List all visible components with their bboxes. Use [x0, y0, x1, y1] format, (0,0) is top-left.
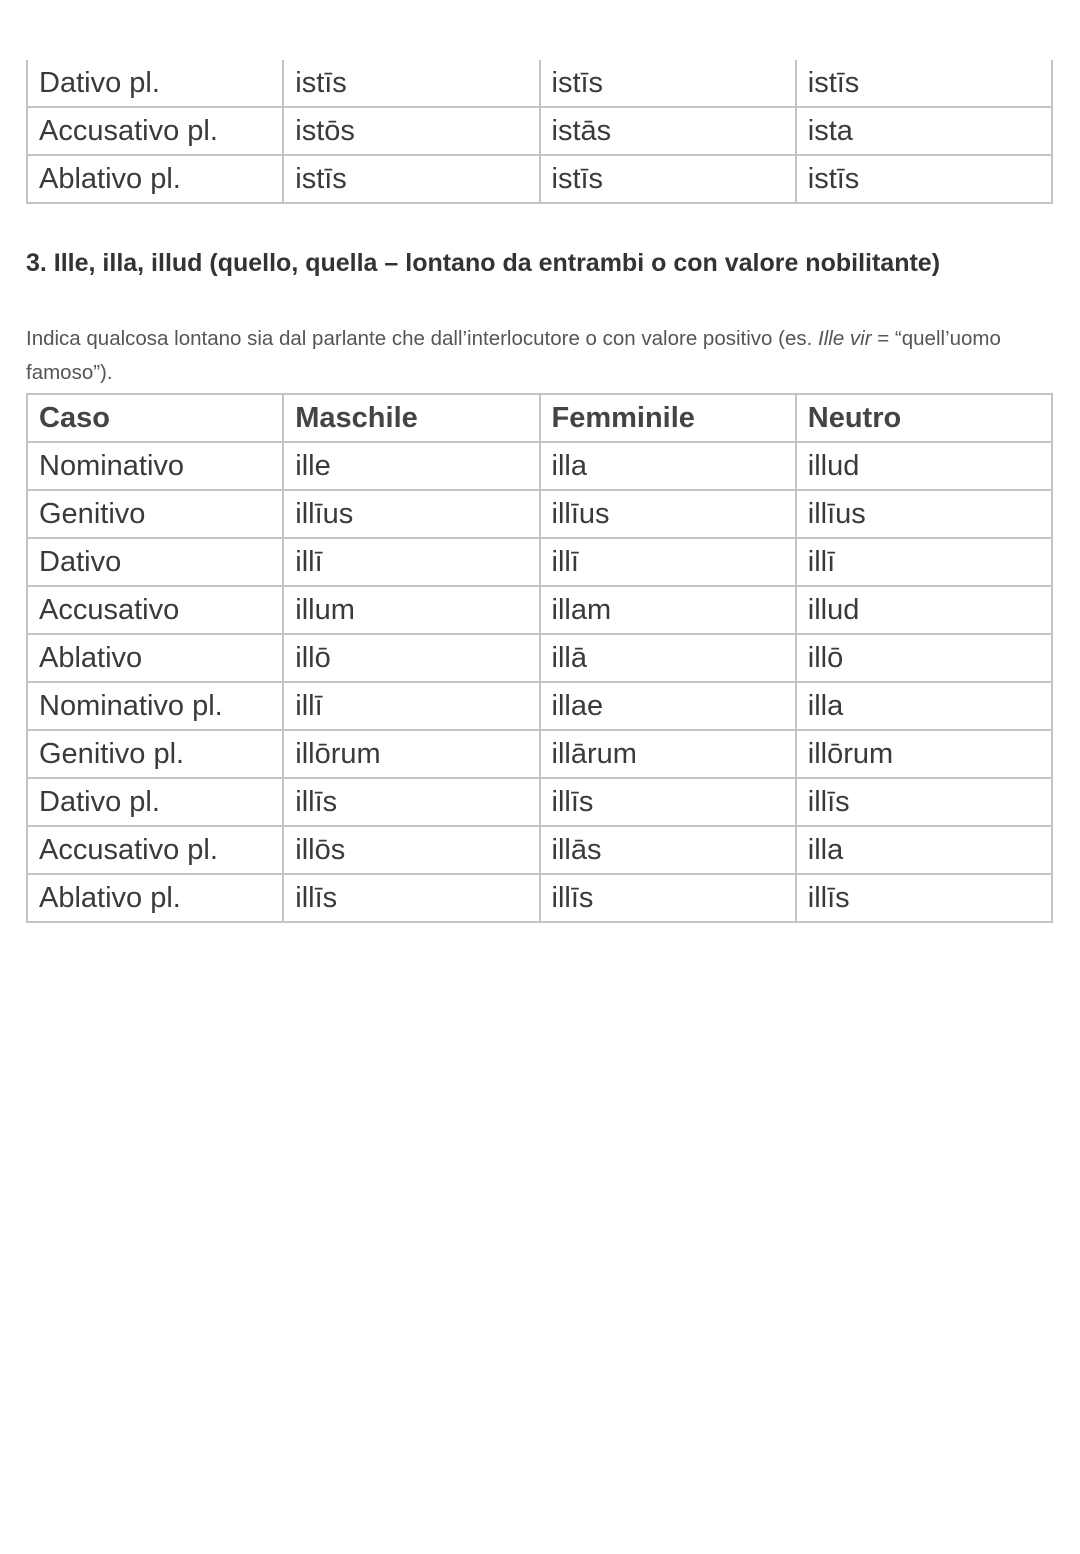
form-cell: illīs: [283, 778, 539, 826]
form-cell: illī: [283, 682, 539, 730]
form-cell: ille: [283, 442, 539, 490]
case-cell: Accusativo pl.: [27, 107, 283, 155]
form-cell: illōrum: [796, 730, 1052, 778]
iste-declension-table-continued: [26, 60, 1053, 204]
table-row: [27, 442, 1052, 490]
form-cell: illās: [540, 826, 796, 874]
form-cell: illum: [283, 586, 539, 634]
table-header-row: [27, 394, 1052, 442]
section-heading: 3. Ille, illa, illud (quello, quella – lontano da entrambi o con valore nobilitante): [26, 249, 941, 277]
form-cell: istīs: [540, 155, 796, 203]
form-cell: illō: [796, 634, 1052, 682]
case-cell: Dativo pl.: [27, 60, 283, 107]
form-cell: illī: [796, 538, 1052, 586]
case-cell: Nominativo: [27, 442, 283, 490]
case-cell: Dativo pl.: [27, 778, 283, 826]
form-cell: illā: [540, 634, 796, 682]
table-row: [27, 107, 1052, 155]
table-row: [27, 634, 1052, 682]
table-row: [27, 60, 1052, 107]
column-header: Caso: [27, 394, 283, 442]
table-row: [27, 538, 1052, 586]
form-cell: illa: [796, 682, 1052, 730]
form-cell: istās: [540, 107, 796, 155]
case-cell: Dativo: [27, 538, 283, 586]
table-row: [27, 730, 1052, 778]
table-row: [27, 682, 1052, 730]
form-cell: illīus: [540, 490, 796, 538]
form-cell: illī: [283, 538, 539, 586]
form-cell: illīs: [283, 874, 539, 922]
form-cell: illa: [796, 826, 1052, 874]
description-text: Indica qualcosa lontano sia dal parlante che dall’interlocutore o con valore positivo (es.: [26, 327, 819, 350]
case-cell: Nominativo pl.: [27, 682, 283, 730]
case-cell: Ablativo pl.: [27, 874, 283, 922]
table-row: [27, 826, 1052, 874]
form-cell: illīs: [540, 874, 796, 922]
table-row: [27, 586, 1052, 634]
form-cell: illud: [796, 442, 1052, 490]
form-cell: illārum: [540, 730, 796, 778]
form-cell: istōs: [283, 107, 539, 155]
table-row: [27, 490, 1052, 538]
table-row: [27, 155, 1052, 203]
form-cell: istīs: [796, 155, 1052, 203]
form-cell: illōs: [283, 826, 539, 874]
example-italic: Ille vir: [818, 327, 872, 350]
form-cell: illīus: [796, 490, 1052, 538]
form-cell: illōrum: [283, 730, 539, 778]
form-cell: illae: [540, 682, 796, 730]
form-cell: istīs: [540, 60, 796, 107]
column-header: Neutro: [796, 394, 1052, 442]
form-cell: istīs: [283, 155, 539, 203]
form-cell: illīs: [796, 778, 1052, 826]
section-description: [26, 322, 1046, 390]
form-cell: illō: [283, 634, 539, 682]
case-cell: Ablativo: [27, 634, 283, 682]
form-cell: illī: [540, 538, 796, 586]
form-cell: illīus: [283, 490, 539, 538]
form-cell: illa: [540, 442, 796, 490]
case-cell: Genitivo pl.: [27, 730, 283, 778]
description-text-end: = “quell’uomo famoso”).: [26, 327, 1001, 384]
case-cell: Genitivo: [27, 490, 283, 538]
column-header: Maschile: [283, 394, 539, 442]
form-cell: istīs: [796, 60, 1052, 107]
table-row: [27, 874, 1052, 922]
form-cell: istīs: [283, 60, 539, 107]
case-cell: Ablativo pl.: [27, 155, 283, 203]
ille-declension-table: [26, 393, 1053, 923]
form-cell: illīs: [540, 778, 796, 826]
form-cell: illīs: [796, 874, 1052, 922]
form-cell: illam: [540, 586, 796, 634]
table-row: [27, 778, 1052, 826]
case-cell: Accusativo: [27, 586, 283, 634]
column-header: Femminile: [540, 394, 796, 442]
form-cell: ista: [796, 107, 1052, 155]
case-cell: Accusativo pl.: [27, 826, 283, 874]
form-cell: illud: [796, 586, 1052, 634]
